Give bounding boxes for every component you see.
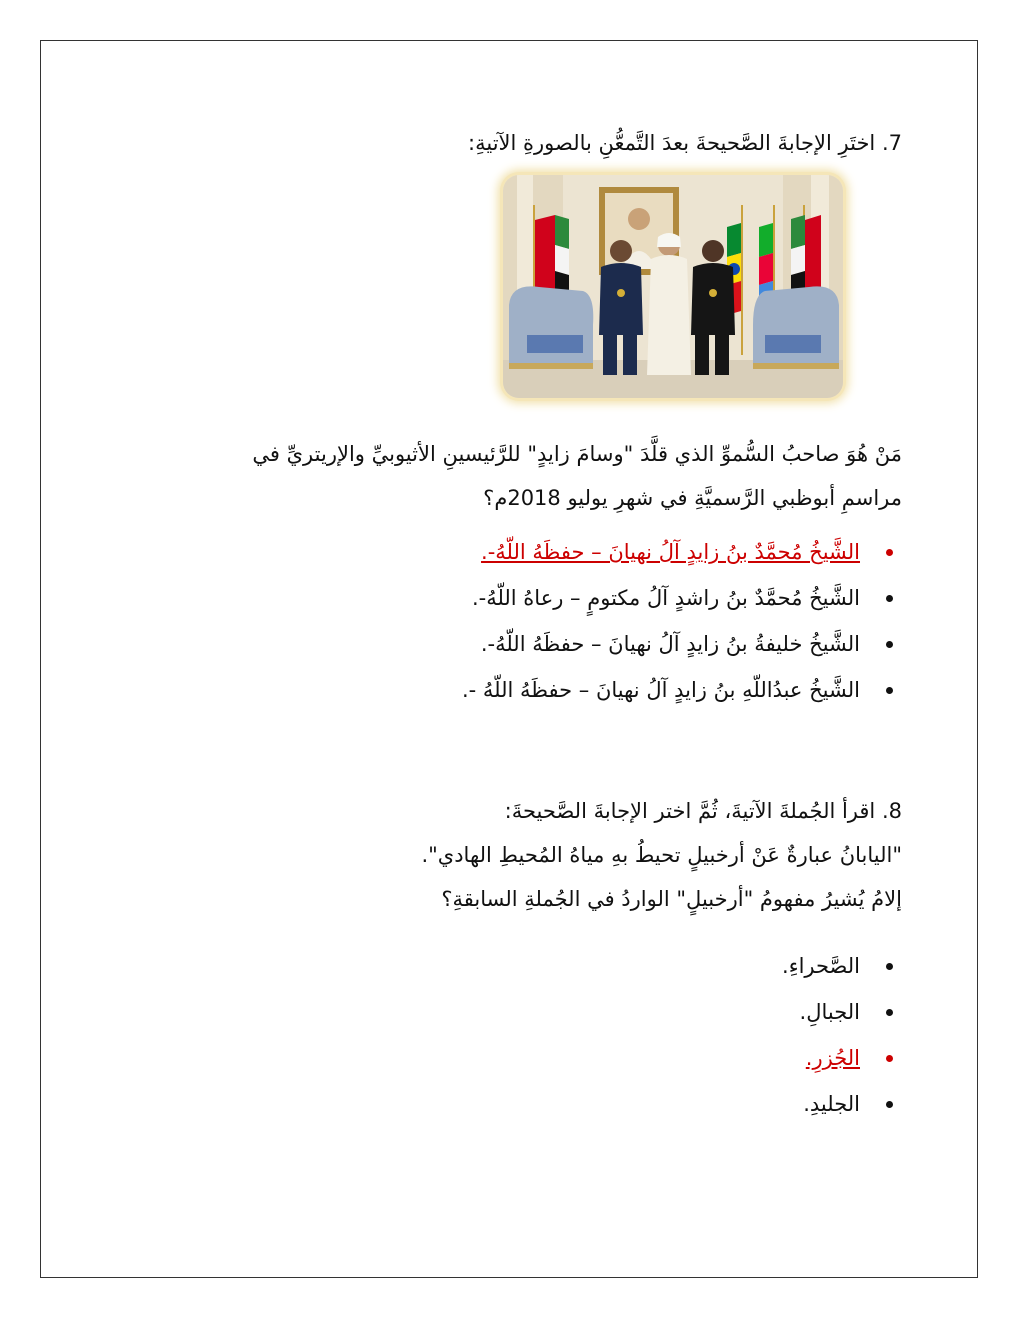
q7-option-3[interactable]: الشَّيخُ خليفةُ بنُ زايدٍ آلُ نهيانَ – حفظَهُ اللّهُ-. [120,621,902,667]
q7-option-2[interactable]: الشَّيخُ مُحمَّدٌ بنُ راشدٍ آلُ مكتومٍ – رعاهُ اللّهُ-. [120,575,902,621]
question-7-body [120,432,902,520]
question-7-header [120,128,902,158]
question-8-sentence: "اليابانُ عبارةٌ عَنْ أرخبيلٍ تحيطُ بهِ مياهُ المُحيطِ الهادي". [421,843,902,867]
question-8-title: 8. اقرأ الجُملةَ الآتيةَ، ثُمَّ اختر الإجابةَ الصَّحيحةَ: [504,799,902,823]
q8-option-1[interactable]: الصَّحراءِ. [120,943,902,989]
question-7-line-2: مراسمِ أبوظبي الرَّسميَّةِ في شهرِ يوليو 2018م؟ [483,486,902,510]
question-8-body [120,789,902,921]
q7-option-4[interactable]: الشَّيخُ عبدُاللّهِ بنُ زايدٍ آلُ نهيانَ – حفظَهُ اللّهُ -. [120,667,902,713]
q8-option-2[interactable]: الجبالِ. [120,989,902,1035]
question-8-options [120,943,902,1127]
question-7-title: 7. اختَرِ الإجابةَ الصَّحيحةَ بعدَ التَّمعُّنِ بالصورةِ الآتيةِ: [468,131,902,155]
question-8-prompt: إلامُ يُشيرُ مفهومُ "أرخبيلٍ" الواردُ في الجُملةِ السابقةِ؟ [441,887,902,911]
ceremony-photo [503,175,843,398]
q8-option-4[interactable]: الجليدِ. [120,1081,902,1127]
q7-option-1[interactable]: الشَّيخُ مُحمَّدٌ بنُ زايدٍ آلُ نهيانَ – حفظَهُ اللّهُ-. [120,529,902,575]
question-7-options [120,529,902,713]
q8-option-3[interactable]: الجُزرِ. [120,1035,902,1081]
question-7-line-1: مَنْ هُوَ صاحبُ السُّموِّ الذي قلَّدَ "وسامَ زايدٍ" للرَّئيسينِ الأثيوبيِّ والإريتريِّ في [252,442,902,466]
